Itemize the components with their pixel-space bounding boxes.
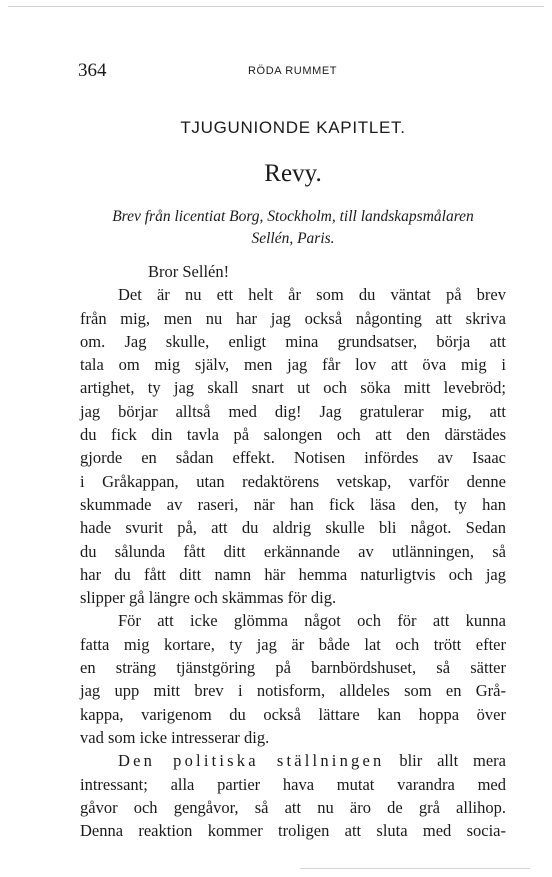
text-line: har du fått ditt namn här hemma naturligtvis och jag [80, 564, 506, 584]
text-line: fatta mig kortare, ty jag är både lat och trött efter [80, 634, 506, 654]
salutation: Bror Sellén! [148, 262, 230, 281]
chapter-title: TJUGUNIONDE KAPITLET. [180, 118, 406, 137]
text-line: tala om mig själv, men jag får lov att öva mig i [80, 355, 506, 375]
text-line: Denna reaktion kommer troligen att sluta med socia- [80, 821, 506, 841]
body-text [80, 260, 506, 842]
text-line: i Gråkappan, utan redaktörens vetskap, varför denne [80, 471, 506, 491]
text-line: vad som icke intresserar dig. [80, 727, 270, 747]
text-fragment: blir allt mera [399, 751, 506, 771]
page-number: 364 [78, 60, 107, 81]
text-line: intressant; alla partier hava mutat varandra med [80, 774, 506, 794]
text-line: från mig, men nu har jag också någonting att skriva [80, 308, 506, 328]
subtitle-line: Brev från licentiat Borg, Stockholm, till landskapsmålaren [112, 208, 474, 225]
spaced-lead-phrase: Den politiska ställningen [118, 751, 385, 771]
letter-subtitle [80, 206, 506, 250]
text-line: du sålunda fått ditt erkännande av utlänningen, så [80, 541, 506, 561]
text-line: Det är nu ett helt år som du väntat på brev [118, 285, 506, 305]
page-bottom-edge [300, 868, 530, 869]
page-top-edge [8, 6, 544, 7]
subtitle-line: Sellén, Paris. [251, 230, 335, 247]
text-line: en sträng tjänstgöring på barnbördshuset, så sätter [80, 658, 506, 678]
text-line: hade svurit på, att du aldrig skulle bli något. Sedan [80, 518, 506, 538]
paragraph-2 [80, 609, 506, 749]
text-line: gåvor och gengåvor, så att nu äro de grå allihop. [80, 797, 506, 817]
text-line: om. Jag skulle, enligt mina grundsatser, börja att [80, 331, 506, 351]
text-line: För att icke glömma något och för att kunna [118, 611, 506, 631]
paragraph-3 [80, 749, 506, 842]
text-line: du fick din tavla på salongen och att den därstädes [80, 425, 506, 445]
text-line: slipper gå längre och skämmas för dig. [80, 588, 337, 608]
text-line: gjorde en sådan effekt. Notisen infördes av Isaac [80, 448, 506, 468]
section-title: Revy. [264, 160, 322, 187]
text-line [80, 749, 506, 772]
text-line: artighet, ty jag skall snart ut och söka mitt levebröd; [80, 378, 506, 398]
text-line: jag upp mitt brev i notisform, alldeles som en Grå- [80, 681, 506, 701]
running-head: RÖDA RUMMET [248, 65, 338, 77]
text-line: skummade av raseri, när han fick läsa den, ty han [80, 494, 506, 514]
text-line: jag börjar alltså med dig! Jag gratulerar mig, att [80, 401, 506, 421]
text-line: kappa, varigenom du också lättare kan hoppa över [80, 704, 506, 724]
paragraph-1 [80, 283, 506, 609]
